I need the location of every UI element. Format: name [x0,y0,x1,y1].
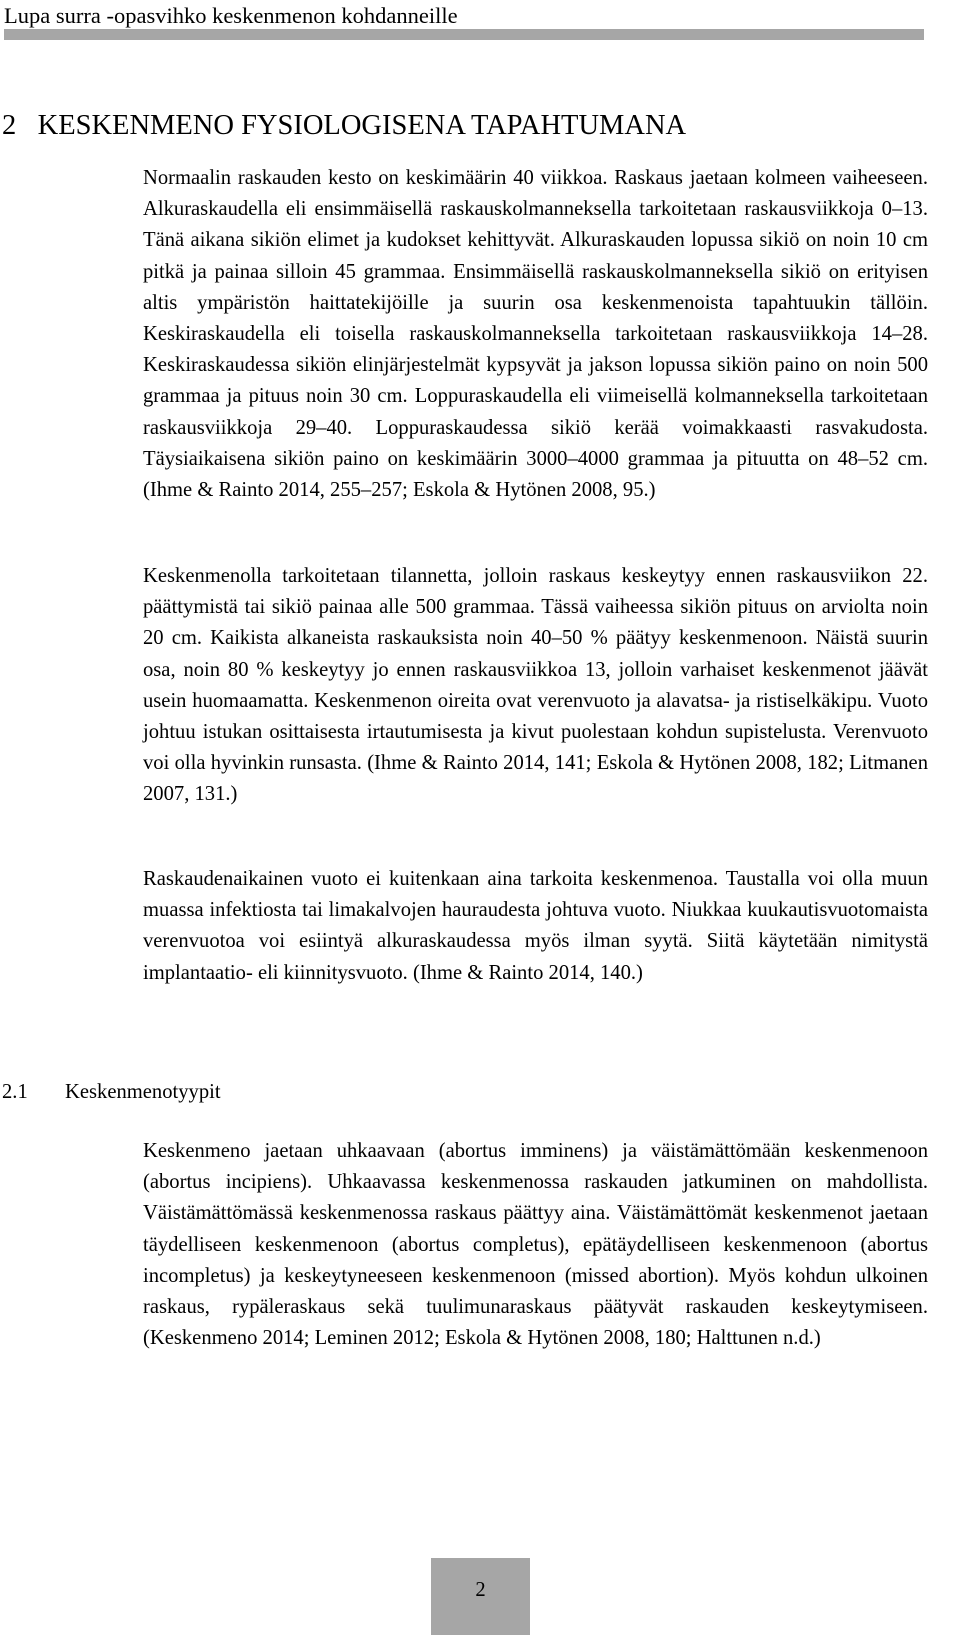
paragraph-miscarriage-definition: Keskenmenolla tarkoitetaan tilannetta, jolloin raskaus keskeytyy ennen raskausviikon 22. päättymistä tai sikiö painaa alle 500 grammaa. Tässä vaiheessa sikiön pituus on arviolta noin 20 cm. Kaikista alkaneista raskauksista noin 40–50 % päätyy keskenmenoon. Näistä suurin osa, noin 80 % keskeytyy jo ennen raskausviikkoa 13, jolloin varhaiset keskenmenot jäävät usein huomaamatta. Keskenmenon oireita ovat verenvuoto ja alavatsa- ja ristiselkäkipu. Vuoto johtuu istukan osittaisesta irtautumisesta ja kivut puolestaan kohdun supistelusta. Verenvuoto voi olla hyvinkin runsasta. (Ihme & Rainto 2014, 141; Eskola & Hytönen 2008, 182; Litmanen 2007, 131.) [143,565,928,806]
chapter-title: KESKENMENO FYSIOLOGISENA TAPAHTUMANA [37,110,687,141]
running-header [4,2,924,42]
section-number: 2.1 [2,1081,28,1103]
page-number: 2 [475,1579,486,1601]
running-header-title: Lupa surra -opasvihko keskenmenon kohdanneille [4,3,458,28]
page-number-box [431,1558,530,1635]
chapter-heading [2,108,686,144]
paragraph-pregnancy-stages: Normaalin raskauden kesto on keskimäärin 40 viikkoa. Raskaus jaetaan kolmeen vaiheeseen. Alkuraskaudella eli ensimmäisellä raskauskolmanneksella tarkoitetaan raskausviikkoja 0–13. Tänä aikana sikiön elimet ja kudokset kehittyvät. Alkuraskauden lopussa sikiö on noin 10 cm pitkä ja painaa silloin 45 grammaa. Ensimmäisellä raskauskolmanneksella sikiö on erityisen altis ympäristön haittatekijöille ja suurin osa keskenmenoista tapahtuukin tällöin. Keskiraskaudella eli toisella raskauskolmanneksella tarkoitetaan raskausviikkoja 14–28. Keskiraskaudessa sikiön elinjärjestelmät kypsyvät ja jakson lopussa sikiön paino on noin 500 grammaa ja pituus noin 30 cm. Loppuraskaudella eli viimeisellä kolmanneksella tarkoitetaan raskausviikkoja 29–40. Loppuraskaudessa sikiö kerää voimakkaasti rasvakudosta. Täysiaikaisena sikiön paino on keskimäärin 3000–4000 grammaa ja pituutta on 48–52 cm. (Ihme & Rainto 2014, 255–257; Eskola & Hytönen 2008, 95.) [143,167,928,502]
section-heading [2,1077,221,1108]
running-header-rule [4,29,924,40]
section-title: Keskenmenotyypit [65,1081,221,1103]
paragraph-bleeding: Raskaudenaikainen vuoto ei kuitenkaan aina tarkoita keskenmenoa. Taustalla voi olla muun muassa infektiosta tai limakalvojen hauraudesta johtuva vuoto. Niukkaa kuukautisvuotomaista verenvuotoa voi esiintyä alkuraskaudessa myös ilman syytä. Siitä käytetään nimitystä implantaatio- eli kiinnitysvuoto. (Ihme & Rainto 2014, 140.) [143,868,928,984]
chapter-number: 2 [2,110,17,141]
paragraph-miscarriage-types: Keskenmeno jaetaan uhkaavaan (abortus imminens) ja väistämättömään keskenmenoon (abortus incipiens). Uhkaavassa keskenmenossa raskauden jatkuminen on mahdollista. Väistämättömässä keskenmenossa raskaus päättyy aina. Väistämättömät keskenmenot jaetaan täydelliseen keskenmenoon (abortus completus), epätäydelliseen keskenmenoon (abortus incompletus) ja keskeytyneeseen keskenmenoon (missed abortion). Myös kohdun ulkoinen raskaus, rypäleraskaus sekä tuulimunaraskaus päätyvät raskauden keskeytymiseen. (Keskenmeno 2014; Leminen 2012; Eskola & Hytönen 2008, 180; Halttunen n.d.) [143,1140,928,1350]
